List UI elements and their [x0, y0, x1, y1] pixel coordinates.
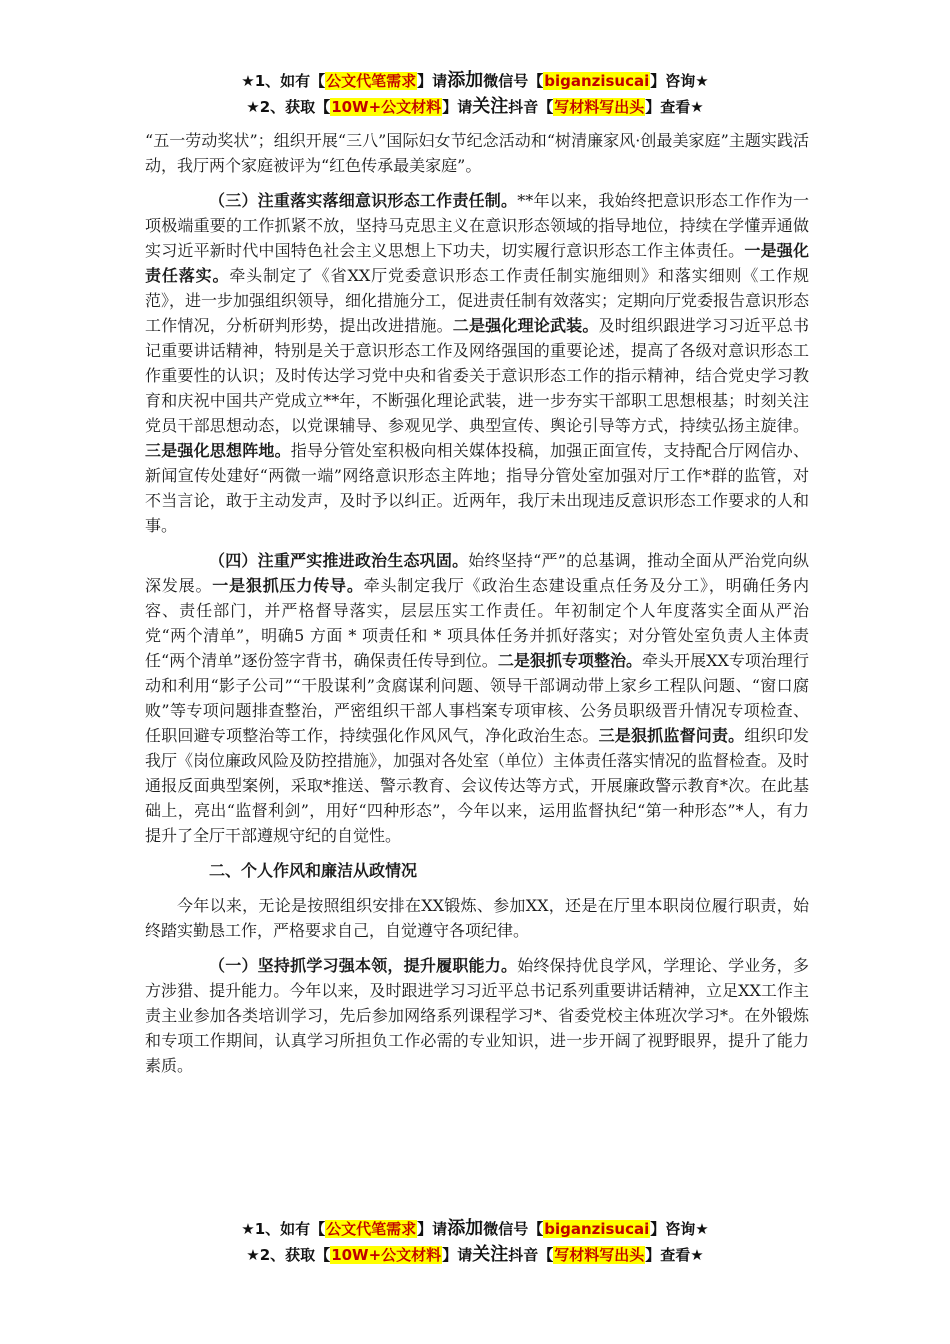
key-point: 三是狠抓监督问责。 [598, 726, 745, 745]
key-point: 一是狠抓压力传导。 [212, 576, 364, 595]
paragraph-political-ecology: （四）注重严实推进政治生态巩固。始终坚持“严”的总基调，推动全面从严治党向纵深发展。一是狠抓压力传导。牵头制定我厅《政治生态建设重点任务及分工》，明确任务内容、责任部门，并严格督导落实，层层压实工作责任。年初制定个人年度落实全面从严治党“两个清单”，明确5 方面 * 项责任和 * 项具体任务并抓好落实；对分管处室负责人主体责任“两个清单”逐份签字背书，确保责任传导到位。二是狠抓专项整治。牵头开展XX专项治理行动和利用“影子公司”“干股谋利”贪腐谋利问题、领导干部调动带上家乡工程队问题、“窗口腐败”等专项问题排查整治，严密组织干部人事档案专项审核、公务员职级晋升情况专项检查、任职回避专项整治等工作，持续强化作风风气，净化政治生态。三是狠抓监督问责。组织印发我厅《岗位廉政风险及防控措施》，加强对各处室（单位）主体责任落实情况的监督检查。及时通报反面典型案例，采取*推送、警示教育、会议传达等方式，开展廉政警示教育*次。在此基础上，亮出“监督利剑”，用好“四种形态”，今年以来，运用监督执纪“第一种形态”*人，有力提升了全厅干部遵规守纪的自觉性。 [145, 551, 810, 845]
highlight-douyin: 写材料写出头 [554, 98, 645, 116]
key-point: 二是狠抓专项整治。 [497, 651, 643, 670]
key-point: 一是强化责任落实。 [145, 241, 809, 285]
highlight-wechat-id: biganzisucai [544, 72, 650, 90]
top-banner [0, 68, 950, 120]
document-body [145, 128, 809, 1088]
banner-line-1: ★1、如有【公文代笔需求】请添加微信号【biganzisucai】咨询★ [241, 1218, 709, 1239]
highlight-douyin: 写材料写出头 [554, 1246, 645, 1264]
paragraph-study: （一）坚持抓学习强本领，提升履职能力。始终保持优良学风，学理论、学业务，多方涉猎、提升能力。今年以来，及时跟进学习习近平总书记系列重要讲话精神，立足XX工作主责主业参加各类培训学习，先后参加网络系列课程学习*、省委党校主体班次学习*。在外锻炼和专项工作期间，认真学习所担负工作必需的专业知识，进一步开阔了视野眼界，提升了能力素质。 [145, 956, 809, 1075]
section-heading: （一）坚持抓学习强本领，提升履职能力。 [209, 956, 518, 975]
paragraph: “五一劳动奖状”；组织开展“三八”国际妇女节纪念活动和“树清廉家风·创最美家庭”主题实践活动，我厅两个家庭被评为“红色传承最美家庭”。 [145, 131, 809, 175]
highlight-ghostwriting: 公文代笔需求 [326, 1220, 417, 1238]
highlight-wechat-id: biganzisucai [544, 1220, 650, 1238]
highlight-ghostwriting: 公文代笔需求 [326, 72, 417, 90]
highlight-materials: 10W+公文材料 [331, 1246, 442, 1264]
bottom-banner [0, 1216, 950, 1268]
section-heading: （四）注重严实推进政治生态巩固。 [209, 551, 469, 570]
section-heading: （三）注重落实落细意识形态工作责任制。 [209, 191, 518, 210]
key-point: 二是强化理论武装。 [452, 316, 599, 335]
key-point: 三是强化思想阵地。 [145, 441, 291, 460]
banner-line-2: ★2、获取【10W+公文材料】请关注抖音【写材料写出头】查看★ [246, 96, 704, 117]
chapter-heading: 二、个人作风和廉洁从政情况 [209, 861, 418, 880]
paragraph-ideology: （三）注重落实落细意识形态工作责任制。**年以来，我始终把意识形态工作作为一项极端重要的工作抓紧不放，坚持马克思主义在意识形态领域的指导地位，持续在学懂弄通做实习近平新时代中国特色社会主义思想上下功夫，切实履行意识形态工作主体责任。一是强化责任落实。牵头制定了《省XX厅党委意识形态工作责任制实施细则》和落实细则《工作规范》，进一步加强组织领导，细化措施分工，促进责任制有效落实；定期向厅党委报告意识形态工作情况，分析研判形势，提出改进措施。二是强化理论武装。及时组织跟进学习习近平总书记重要讲话精神，特别是关于意识形态工作及网络强国的重要论述，提高了各级对意识形态工作重要性的认识；及时传达学习党中央和省委关于意识形态工作的指示精神，结合党史学习教育和庆祝中国共产党成立**年，不断强化理论武装，进一步夯实干部职工思想根基；时刻关注党员干部思想动态，以党课辅导、参观见学、典型宣传、舆论引导等方式，持续弘扬主旋律。三是强化思想阵地。指导分管处室积极向相关媒体投稿，加强正面宣传，支持配合厅网信办、新闻宣传处建好“两微一端”网络意识形态主阵地；指导分管处室加强对厅工作*群的监管，对不当言论，敢于主动发声，及时予以纠正。近两年，我厅未出现违反意识形态工作要求的人和事。 [145, 191, 810, 535]
paragraph: 今年以来，无论是按照组织安排在XX锻炼、参加XX，还是在厅里本职岗位履行职责，始终踏实勤恳工作，严格要求自己，自觉遵守各项纪律。 [145, 896, 809, 940]
highlight-materials: 10W+公文材料 [331, 98, 442, 116]
banner-line-2: ★2、获取【10W+公文材料】请关注抖音【写材料写出头】查看★ [246, 1244, 704, 1265]
banner-line-1: ★1、如有【公文代笔需求】请添加微信号【biganzisucai】咨询★ [241, 70, 709, 91]
